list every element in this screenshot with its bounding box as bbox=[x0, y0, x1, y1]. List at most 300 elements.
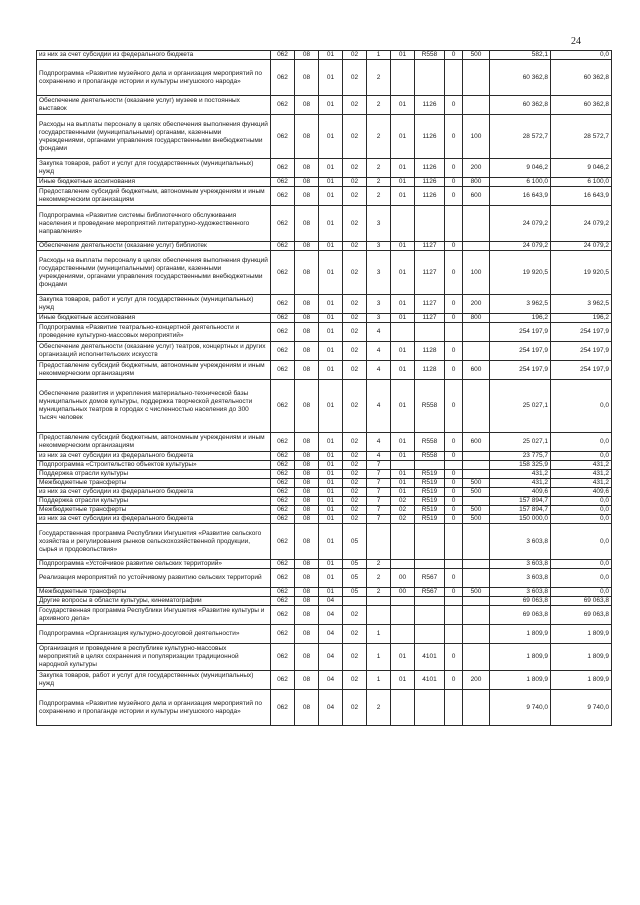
code-cell: 02 bbox=[343, 497, 367, 506]
code-cell: 062 bbox=[271, 497, 295, 506]
code-cell: 01 bbox=[391, 96, 415, 115]
row-name-cell: Реализация мероприятий по устойчивому развитию сельских территорий bbox=[37, 569, 271, 588]
code-cell: 08 bbox=[295, 560, 319, 569]
code-cell: R519 bbox=[415, 470, 445, 479]
code-cell: 01 bbox=[319, 488, 343, 497]
code-cell: 01 bbox=[319, 323, 343, 342]
code-cell: 0 bbox=[445, 314, 463, 323]
code-cell bbox=[445, 690, 463, 726]
code-cell: 01 bbox=[319, 470, 343, 479]
amount-cell: 0,0 bbox=[551, 433, 612, 452]
amount-cell: 24 079,2 bbox=[490, 206, 551, 242]
amount-cell: 409,6 bbox=[551, 488, 612, 497]
amount-cell: 60 362,8 bbox=[551, 60, 612, 96]
row-name-cell: Межбюджетные трансферты bbox=[37, 588, 271, 597]
code-cell bbox=[463, 96, 490, 115]
amount-cell: 6 100,0 bbox=[490, 178, 551, 187]
amount-cell: 1 809,9 bbox=[551, 644, 612, 671]
code-cell: 02 bbox=[343, 96, 367, 115]
amount-cell: 23 775,7 bbox=[490, 452, 551, 461]
table-row bbox=[37, 690, 612, 726]
code-cell: 7 bbox=[367, 488, 391, 497]
amount-cell: 25 027,1 bbox=[490, 380, 551, 433]
code-cell: 01 bbox=[319, 361, 343, 380]
code-cell: 0 bbox=[445, 644, 463, 671]
code-cell: 00 bbox=[391, 569, 415, 588]
code-cell bbox=[391, 323, 415, 342]
row-name-cell: Обеспечение деятельности (оказание услуг) музеев и постоянных выставок bbox=[37, 96, 271, 115]
code-cell: 01 bbox=[391, 452, 415, 461]
code-cell: R567 bbox=[415, 588, 445, 597]
code-cell: 01 bbox=[391, 671, 415, 690]
code-cell: 01 bbox=[319, 506, 343, 515]
row-name-cell: Подпрограмма «Развитие музейного дела и организация мероприятий по сохранению и пропаганде истории и культуры ингушского народа» bbox=[37, 60, 271, 96]
code-cell bbox=[391, 461, 415, 470]
code-cell: 04 bbox=[319, 606, 343, 625]
code-cell: 02 bbox=[343, 295, 367, 314]
table-row bbox=[37, 470, 612, 479]
amount-cell: 60 362,8 bbox=[490, 60, 551, 96]
code-cell: 02 bbox=[343, 115, 367, 159]
code-cell bbox=[445, 606, 463, 625]
code-cell: 1 bbox=[367, 644, 391, 671]
amount-cell: 3 962,5 bbox=[490, 295, 551, 314]
code-cell: 0 bbox=[445, 515, 463, 524]
code-cell: 1 bbox=[367, 671, 391, 690]
code-cell: 04 bbox=[319, 625, 343, 644]
amount-cell: 69 063,8 bbox=[490, 597, 551, 606]
code-cell: 500 bbox=[463, 588, 490, 597]
code-cell: 062 bbox=[271, 60, 295, 96]
table-row bbox=[37, 497, 612, 506]
code-cell: 02 bbox=[343, 625, 367, 644]
amount-cell: 0,0 bbox=[551, 506, 612, 515]
amount-cell: 1 809,9 bbox=[551, 671, 612, 690]
code-cell: 01 bbox=[319, 96, 343, 115]
code-cell: 02 bbox=[343, 461, 367, 470]
code-cell: 05 bbox=[343, 569, 367, 588]
code-cell: 062 bbox=[271, 625, 295, 644]
code-cell: 01 bbox=[319, 342, 343, 361]
code-cell: 01 bbox=[391, 470, 415, 479]
code-cell bbox=[415, 524, 445, 560]
code-cell bbox=[463, 560, 490, 569]
code-cell bbox=[415, 323, 445, 342]
code-cell: 062 bbox=[271, 524, 295, 560]
code-cell: 08 bbox=[295, 361, 319, 380]
row-name-cell: Закупка товаров, работ и услуг для государственных (муниципальных) нужд bbox=[37, 159, 271, 178]
code-cell: 1126 bbox=[415, 159, 445, 178]
code-cell: 05 bbox=[343, 560, 367, 569]
code-cell: 05 bbox=[343, 588, 367, 597]
code-cell: 01 bbox=[391, 361, 415, 380]
code-cell: 01 bbox=[391, 488, 415, 497]
code-cell: R519 bbox=[415, 497, 445, 506]
code-cell: 08 bbox=[295, 597, 319, 606]
code-cell: 01 bbox=[391, 342, 415, 361]
amount-cell: 9 046,2 bbox=[551, 159, 612, 178]
amount-cell: 69 063,8 bbox=[551, 606, 612, 625]
amount-cell: 150 000,0 bbox=[490, 515, 551, 524]
code-cell: 01 bbox=[319, 497, 343, 506]
code-cell: 200 bbox=[463, 159, 490, 178]
code-cell: 0 bbox=[445, 361, 463, 380]
code-cell bbox=[415, 560, 445, 569]
code-cell: 0 bbox=[445, 159, 463, 178]
code-cell bbox=[415, 606, 445, 625]
code-cell: 1128 bbox=[415, 361, 445, 380]
code-cell: 01 bbox=[319, 433, 343, 452]
code-cell: 7 bbox=[367, 497, 391, 506]
amount-cell: 0,0 bbox=[551, 51, 612, 60]
amount-cell: 6 100,0 bbox=[551, 178, 612, 187]
code-cell: 01 bbox=[319, 242, 343, 251]
code-cell bbox=[391, 206, 415, 242]
code-cell: 08 bbox=[295, 470, 319, 479]
code-cell bbox=[391, 597, 415, 606]
code-cell: 0 bbox=[445, 470, 463, 479]
row-name-cell: Организация и проведение в республике культурно-массовых мероприятий в целях сохранения и популяризации традиционной народной культуры bbox=[37, 644, 271, 671]
row-name-cell: Подпрограмма «Устойчивое развитие сельских территорий» bbox=[37, 560, 271, 569]
amount-cell: 19 920,5 bbox=[490, 251, 551, 295]
code-cell: 01 bbox=[391, 479, 415, 488]
code-cell: R519 bbox=[415, 515, 445, 524]
code-cell: R519 bbox=[415, 488, 445, 497]
code-cell: 4 bbox=[367, 452, 391, 461]
code-cell: 0 bbox=[445, 187, 463, 206]
code-cell: 062 bbox=[271, 569, 295, 588]
code-cell bbox=[415, 206, 445, 242]
code-cell: 08 bbox=[295, 323, 319, 342]
code-cell: 0 bbox=[445, 242, 463, 251]
code-cell: 01 bbox=[319, 314, 343, 323]
code-cell: 1127 bbox=[415, 295, 445, 314]
row-name-cell: из них за счет субсидии из федерального бюджета bbox=[37, 515, 271, 524]
code-cell bbox=[463, 524, 490, 560]
amount-cell: 431,2 bbox=[490, 479, 551, 488]
code-cell: 04 bbox=[319, 644, 343, 671]
amount-cell: 24 079,2 bbox=[490, 242, 551, 251]
code-cell: 3 bbox=[367, 242, 391, 251]
code-cell: 0 bbox=[445, 488, 463, 497]
amount-cell: 254 197,9 bbox=[551, 323, 612, 342]
code-cell: 08 bbox=[295, 433, 319, 452]
amount-cell: 0,0 bbox=[551, 380, 612, 433]
code-cell: 0 bbox=[445, 452, 463, 461]
row-name-cell: Подпрограмма «Организация культурно-досуговой деятельности» bbox=[37, 625, 271, 644]
table-row bbox=[37, 380, 612, 433]
code-cell: 4 bbox=[367, 323, 391, 342]
code-cell: 062 bbox=[271, 187, 295, 206]
amount-cell: 24 079,2 bbox=[551, 242, 612, 251]
code-cell: 062 bbox=[271, 588, 295, 597]
code-cell: 08 bbox=[295, 187, 319, 206]
code-cell: 01 bbox=[319, 295, 343, 314]
code-cell: 02 bbox=[343, 644, 367, 671]
table-row bbox=[37, 560, 612, 569]
amount-cell: 157 894,7 bbox=[490, 506, 551, 515]
row-name-cell: Обеспечение деятельности (оказание услуг) библиотек bbox=[37, 242, 271, 251]
row-name-cell: Иные бюджетные ассигнования bbox=[37, 178, 271, 187]
code-cell: 062 bbox=[271, 461, 295, 470]
table-row bbox=[37, 323, 612, 342]
budget-table bbox=[36, 50, 612, 726]
amount-cell: 19 920,5 bbox=[551, 251, 612, 295]
code-cell: 1126 bbox=[415, 187, 445, 206]
code-cell: 01 bbox=[391, 295, 415, 314]
code-cell: 01 bbox=[391, 242, 415, 251]
code-cell: 08 bbox=[295, 479, 319, 488]
table-row bbox=[37, 242, 612, 251]
code-cell bbox=[391, 60, 415, 96]
code-cell: 01 bbox=[391, 644, 415, 671]
code-cell: 2 bbox=[367, 560, 391, 569]
amount-cell: 431,2 bbox=[490, 470, 551, 479]
code-cell bbox=[415, 690, 445, 726]
code-cell: 062 bbox=[271, 206, 295, 242]
amount-cell: 254 197,9 bbox=[490, 361, 551, 380]
code-cell bbox=[391, 606, 415, 625]
row-name-cell: Предоставление субсидий бюджетным, автономным учреждениям и иным некоммерческим организациям bbox=[37, 187, 271, 206]
row-name-cell: Расходы на выплаты персоналу в целях обеспечения выполнения функций государственными (муниципальными) органами, казенными учреждениями, органами управления государственными внебюджетными фондами bbox=[37, 115, 271, 159]
code-cell: 02 bbox=[343, 342, 367, 361]
code-cell: 02 bbox=[343, 671, 367, 690]
code-cell: 02 bbox=[343, 206, 367, 242]
code-cell: 01 bbox=[391, 115, 415, 159]
code-cell: 500 bbox=[463, 506, 490, 515]
amount-cell: 0,0 bbox=[551, 560, 612, 569]
code-cell: 01 bbox=[319, 569, 343, 588]
code-cell bbox=[367, 606, 391, 625]
code-cell: 08 bbox=[295, 60, 319, 96]
table-row bbox=[37, 479, 612, 488]
amount-cell: 0,0 bbox=[551, 515, 612, 524]
code-cell: 08 bbox=[295, 588, 319, 597]
code-cell: 00 bbox=[391, 588, 415, 597]
table-row bbox=[37, 159, 612, 178]
code-cell bbox=[445, 206, 463, 242]
table-row bbox=[37, 569, 612, 588]
code-cell: 062 bbox=[271, 115, 295, 159]
row-name-cell: Поддержка отрасли культуры bbox=[37, 497, 271, 506]
code-cell: 08 bbox=[295, 342, 319, 361]
code-cell: 02 bbox=[343, 323, 367, 342]
row-name-cell: Другие вопросы в области культуры, кинематографии bbox=[37, 597, 271, 606]
code-cell: 062 bbox=[271, 314, 295, 323]
amount-cell: 1 809,9 bbox=[490, 625, 551, 644]
amount-cell: 196,2 bbox=[490, 314, 551, 323]
amount-cell: 431,2 bbox=[551, 470, 612, 479]
code-cell: 02 bbox=[343, 690, 367, 726]
code-cell: 08 bbox=[295, 690, 319, 726]
code-cell bbox=[415, 597, 445, 606]
code-cell bbox=[463, 60, 490, 96]
code-cell: 08 bbox=[295, 497, 319, 506]
amount-cell: 3 603,8 bbox=[490, 560, 551, 569]
row-name-cell: Межбюджетные трансферты bbox=[37, 506, 271, 515]
amount-cell: 0,0 bbox=[551, 452, 612, 461]
code-cell bbox=[391, 524, 415, 560]
row-name-cell: Иные бюджетные ассигнования bbox=[37, 314, 271, 323]
code-cell: 062 bbox=[271, 488, 295, 497]
code-cell: 7 bbox=[367, 515, 391, 524]
code-cell: 0 bbox=[445, 96, 463, 115]
code-cell: 01 bbox=[319, 515, 343, 524]
amount-cell: 16 643,9 bbox=[490, 187, 551, 206]
code-cell: 08 bbox=[295, 506, 319, 515]
code-cell: 08 bbox=[295, 51, 319, 60]
table-row bbox=[37, 51, 612, 60]
code-cell: 02 bbox=[391, 506, 415, 515]
code-cell bbox=[463, 242, 490, 251]
code-cell: 01 bbox=[319, 452, 343, 461]
code-cell: 4 bbox=[367, 342, 391, 361]
amount-cell: 69 063,8 bbox=[490, 606, 551, 625]
amount-cell: 3 603,8 bbox=[490, 569, 551, 588]
code-cell: 01 bbox=[319, 251, 343, 295]
code-cell: 3 bbox=[367, 251, 391, 295]
table-row bbox=[37, 644, 612, 671]
code-cell: 02 bbox=[343, 159, 367, 178]
code-cell: 01 bbox=[319, 524, 343, 560]
code-cell bbox=[463, 569, 490, 588]
code-cell bbox=[463, 206, 490, 242]
code-cell: 01 bbox=[391, 51, 415, 60]
code-cell: 0 bbox=[445, 433, 463, 452]
table-row bbox=[37, 625, 612, 644]
code-cell bbox=[391, 690, 415, 726]
code-cell: 1126 bbox=[415, 96, 445, 115]
code-cell: 02 bbox=[343, 488, 367, 497]
code-cell: 02 bbox=[391, 515, 415, 524]
code-cell: 01 bbox=[319, 187, 343, 206]
code-cell: R558 bbox=[415, 433, 445, 452]
code-cell: 02 bbox=[343, 452, 367, 461]
code-cell: 200 bbox=[463, 295, 490, 314]
amount-cell: 431,2 bbox=[551, 479, 612, 488]
code-cell: 062 bbox=[271, 51, 295, 60]
row-name-cell: Подпрограмма «Развитие системы библиотечного обслуживания населения и проведение мероприятий литературно-художественного направления» bbox=[37, 206, 271, 242]
code-cell: R558 bbox=[415, 380, 445, 433]
code-cell: 1128 bbox=[415, 342, 445, 361]
code-cell: 02 bbox=[343, 515, 367, 524]
code-cell: 062 bbox=[271, 361, 295, 380]
code-cell: 3 bbox=[367, 314, 391, 323]
code-cell: 500 bbox=[463, 51, 490, 60]
code-cell: 062 bbox=[271, 452, 295, 461]
code-cell: R519 bbox=[415, 506, 445, 515]
code-cell: 7 bbox=[367, 470, 391, 479]
code-cell: 4101 bbox=[415, 644, 445, 671]
code-cell: 062 bbox=[271, 342, 295, 361]
row-name-cell: Предоставление субсидий бюджетным, автономным учреждениям и иным некоммерческим организациям bbox=[37, 433, 271, 452]
code-cell: 500 bbox=[463, 515, 490, 524]
code-cell: 062 bbox=[271, 380, 295, 433]
code-cell: 2 bbox=[367, 569, 391, 588]
code-cell: 062 bbox=[271, 515, 295, 524]
code-cell: 1 bbox=[367, 625, 391, 644]
code-cell bbox=[391, 560, 415, 569]
code-cell: R519 bbox=[415, 479, 445, 488]
code-cell: 0 bbox=[445, 342, 463, 361]
code-cell: 01 bbox=[319, 461, 343, 470]
code-cell bbox=[463, 597, 490, 606]
code-cell: 7 bbox=[367, 506, 391, 515]
code-cell: R558 bbox=[415, 452, 445, 461]
amount-cell: 254 197,9 bbox=[551, 361, 612, 380]
code-cell bbox=[445, 560, 463, 569]
code-cell: 600 bbox=[463, 361, 490, 380]
code-cell bbox=[445, 524, 463, 560]
amount-cell: 60 362,8 bbox=[551, 96, 612, 115]
row-name-cell: из них за счет субсидии из федерального бюджета bbox=[37, 452, 271, 461]
code-cell: 0 bbox=[445, 569, 463, 588]
code-cell: 02 bbox=[343, 60, 367, 96]
code-cell bbox=[463, 690, 490, 726]
code-cell: 062 bbox=[271, 597, 295, 606]
amount-cell: 254 197,9 bbox=[490, 323, 551, 342]
table-row bbox=[37, 515, 612, 524]
amount-cell: 158 325,9 bbox=[490, 461, 551, 470]
amount-cell: 16 643,9 bbox=[551, 187, 612, 206]
code-cell bbox=[445, 60, 463, 96]
code-cell bbox=[463, 461, 490, 470]
table-row bbox=[37, 187, 612, 206]
code-cell: 01 bbox=[319, 159, 343, 178]
code-cell: 600 bbox=[463, 433, 490, 452]
code-cell: 062 bbox=[271, 159, 295, 178]
code-cell bbox=[463, 452, 490, 461]
amount-cell: 60 362,8 bbox=[490, 96, 551, 115]
code-cell: 08 bbox=[295, 644, 319, 671]
code-cell: 02 bbox=[343, 251, 367, 295]
code-cell: 02 bbox=[343, 361, 367, 380]
code-cell: 100 bbox=[463, 115, 490, 159]
code-cell: 4 bbox=[367, 361, 391, 380]
code-cell: 0 bbox=[445, 51, 463, 60]
code-cell: 7 bbox=[367, 461, 391, 470]
code-cell: 1127 bbox=[415, 242, 445, 251]
code-cell: 062 bbox=[271, 470, 295, 479]
table-row bbox=[37, 506, 612, 515]
code-cell: 08 bbox=[295, 242, 319, 251]
code-cell bbox=[445, 323, 463, 342]
code-cell: 062 bbox=[271, 242, 295, 251]
code-cell: 02 bbox=[343, 314, 367, 323]
table-row bbox=[37, 606, 612, 625]
table-row bbox=[37, 115, 612, 159]
code-cell: 01 bbox=[391, 159, 415, 178]
code-cell: 062 bbox=[271, 506, 295, 515]
amount-cell: 431,2 bbox=[551, 461, 612, 470]
code-cell: 01 bbox=[319, 479, 343, 488]
code-cell: 0 bbox=[445, 497, 463, 506]
table-row bbox=[37, 588, 612, 597]
code-cell: 500 bbox=[463, 479, 490, 488]
code-cell: 062 bbox=[271, 671, 295, 690]
code-cell: 062 bbox=[271, 251, 295, 295]
code-cell: 02 bbox=[343, 178, 367, 187]
code-cell: 01 bbox=[391, 380, 415, 433]
code-cell: 02 bbox=[343, 606, 367, 625]
code-cell: 02 bbox=[343, 51, 367, 60]
row-name-cell: Предоставление субсидий бюджетным, автономным учреждениям и иным некоммерческим организациям bbox=[37, 361, 271, 380]
code-cell: 01 bbox=[319, 115, 343, 159]
table-row bbox=[37, 671, 612, 690]
code-cell: 01 bbox=[319, 560, 343, 569]
table-row bbox=[37, 452, 612, 461]
code-cell: 200 bbox=[463, 671, 490, 690]
